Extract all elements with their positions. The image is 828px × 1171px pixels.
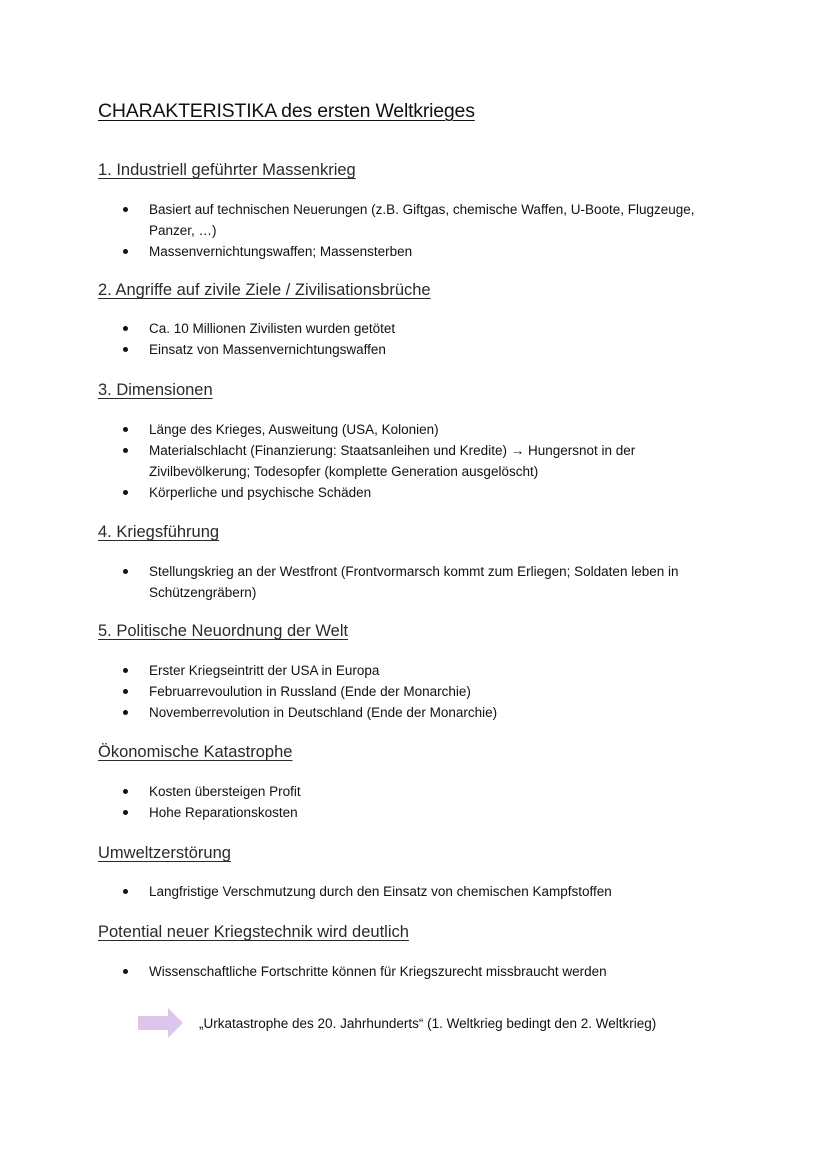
list-item: Körperliche und psychische Schäden	[0, 482, 828, 503]
conclusion	[138, 1008, 656, 1038]
section-list-environment	[0, 881, 828, 902]
list-item: Basiert auf technischen Neuerungen (z.B. Giftgas, chemische Waffen, U-Boote, Flugzeuge, Panzer, …)	[0, 199, 828, 241]
section-list-civilian-targets	[0, 318, 828, 360]
list-item: Massenvernichtungswaffen; Massensterben	[0, 241, 828, 262]
list-item: Erster Kriegseintritt der USA in Europa	[0, 660, 828, 681]
list-item: Langfristige Verschmutzung durch den Einsatz von chemischen Kampfstoffen	[0, 881, 828, 902]
section-list-war-technology	[0, 961, 828, 982]
section-list-political-order	[0, 660, 828, 723]
section-heading-warfare: 4. Kriegsführung	[98, 523, 220, 541]
section-heading-economic-catastrophe: Ökonomische Katastrophe	[98, 743, 293, 761]
section-list-industrial-war	[0, 199, 828, 262]
list-item: Materialschlacht (Finanzierung: Staatsanleihen und Kredite) → Hungersnot in der Zivilbevölkerung; Todesopfer (komplette Generation ausgelöscht)	[0, 440, 828, 482]
document-title: CHARAKTERISTIKA des ersten Weltkrieges	[98, 100, 475, 122]
section-heading-political-order: 5. Politische Neuordnung der Welt	[98, 622, 349, 640]
list-item: Februarrevoulution in Russland (Ende der Monarchie)	[0, 681, 828, 702]
list-item: Novemberrevolution in Deutschland (Ende der Monarchie)	[0, 702, 828, 723]
list-item: Hohe Reparationskosten	[0, 802, 828, 823]
section-list-dimensions	[0, 419, 828, 503]
list-item: Einsatz von Massenvernichtungswaffen	[0, 339, 828, 360]
section-heading-war-technology: Potential neuer Kriegstechnik wird deutlich	[98, 923, 409, 941]
section-heading-dimensions: 3. Dimensionen	[98, 381, 213, 399]
conclusion-text: „Urkatastrophe des 20. Jahrhunderts“ (1. Weltkrieg bedingt den 2. Weltkrieg)	[199, 1015, 657, 1031]
list-item: Stellungskrieg an der Westfront (Frontvormarsch kommt zum Erliegen; Soldaten leben in Schützengräbern)	[0, 561, 828, 603]
section-heading-civilian-targets: 2. Angriffe auf zivile Ziele / Zivilisationsbrüche	[98, 281, 431, 299]
list-item: Länge des Krieges, Ausweitung (USA, Kolonien)	[0, 419, 828, 440]
section-heading-industrial-war: 1. Industriell geführter Massenkrieg	[98, 161, 356, 179]
list-item: Kosten übersteigen Profit	[0, 781, 828, 802]
section-heading-environment: Umweltzerstörung	[98, 844, 231, 862]
section-list-warfare	[0, 561, 828, 603]
list-item: Wissenschaftliche Fortschritte können für Kriegszurecht missbraucht werden	[0, 961, 828, 982]
right-arrow-icon	[138, 1008, 183, 1038]
list-item: Ca. 10 Millionen Zivilisten wurden getötet	[0, 318, 828, 339]
section-list-economic-catastrophe	[0, 781, 828, 823]
